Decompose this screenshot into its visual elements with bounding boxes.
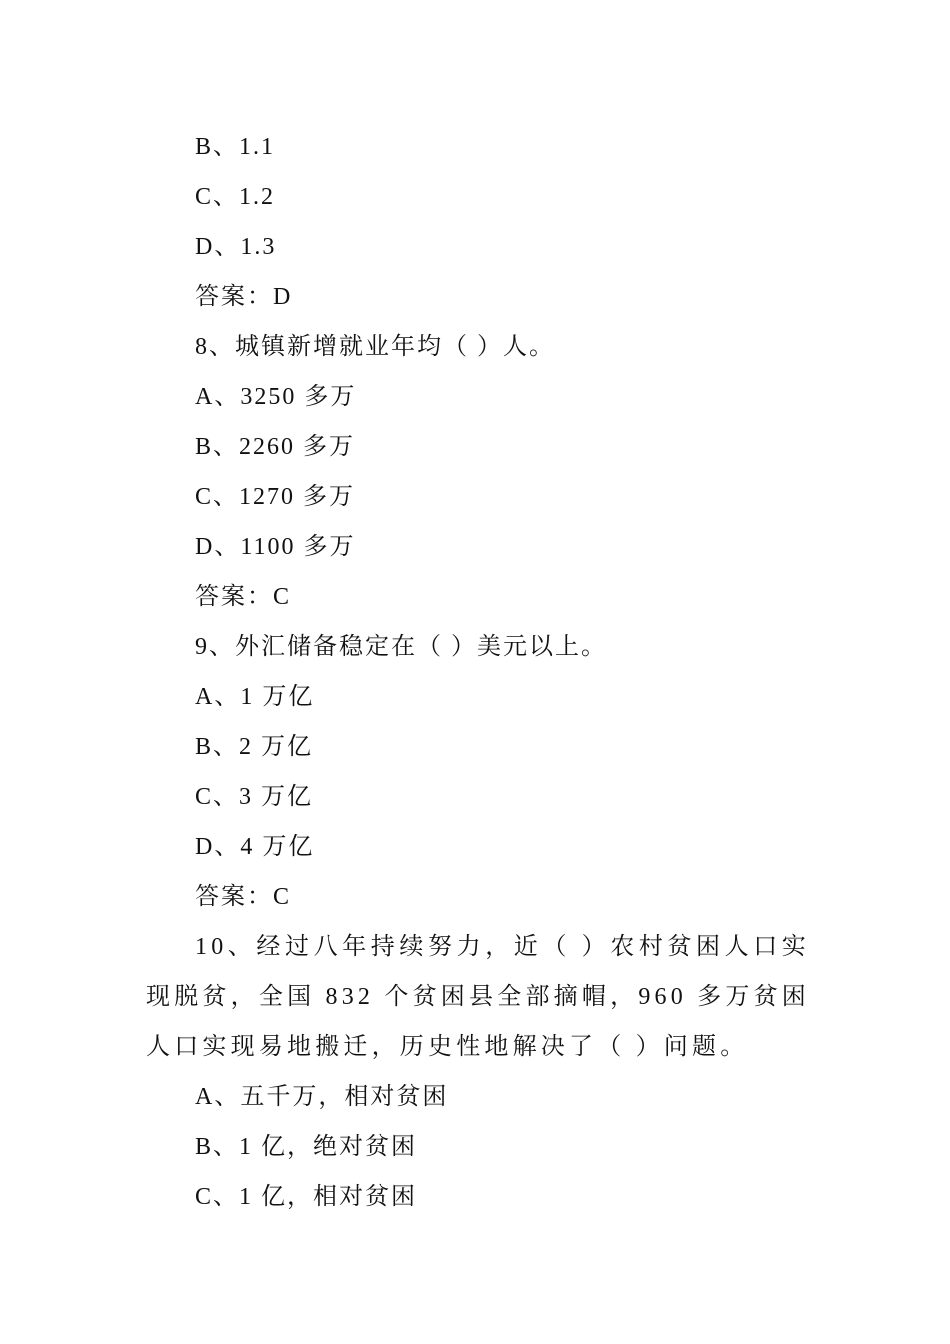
option-line: C、1.2 [195,184,276,210]
option-line: B、1.1 [195,134,276,160]
option-line: C、3 万亿 [195,784,314,810]
option-line: A、3250 多万 [195,384,357,410]
document-body [146,122,810,1222]
answer-line: 答案：C [195,584,292,610]
option-line: C、1270 多万 [195,484,356,510]
option-line: D、1.3 [195,234,277,260]
option-line: D、4 万亿 [195,834,315,860]
question-line: 9、外汇储备稳定在（ ）美元以上。 [195,634,607,660]
option-line: A、1 万亿 [195,684,315,710]
option-line: D、1100 多万 [195,534,356,560]
question-line: 8、城镇新增就业年均（ ）人。 [195,334,555,360]
option-line: A、五千万，相对贫困 [195,1084,449,1110]
option-line: B、2260 多万 [195,434,356,460]
question-paragraph: 10、经过八年持续努力，近（ ）农村贫困人口实现脱贫，全国 832 个贫困县全部摘帽，960 多万贫困人口实现易地搬迁，历史性地解决了（ ）问题。 [146,934,810,1060]
option-line: B、1 亿，绝对贫困 [195,1134,418,1160]
answer-line: 答案：C [195,884,292,910]
option-line: C、1 亿，相对贫困 [195,1184,418,1210]
option-line: B、2 万亿 [195,734,314,760]
answer-line: 答案：D [195,284,293,310]
